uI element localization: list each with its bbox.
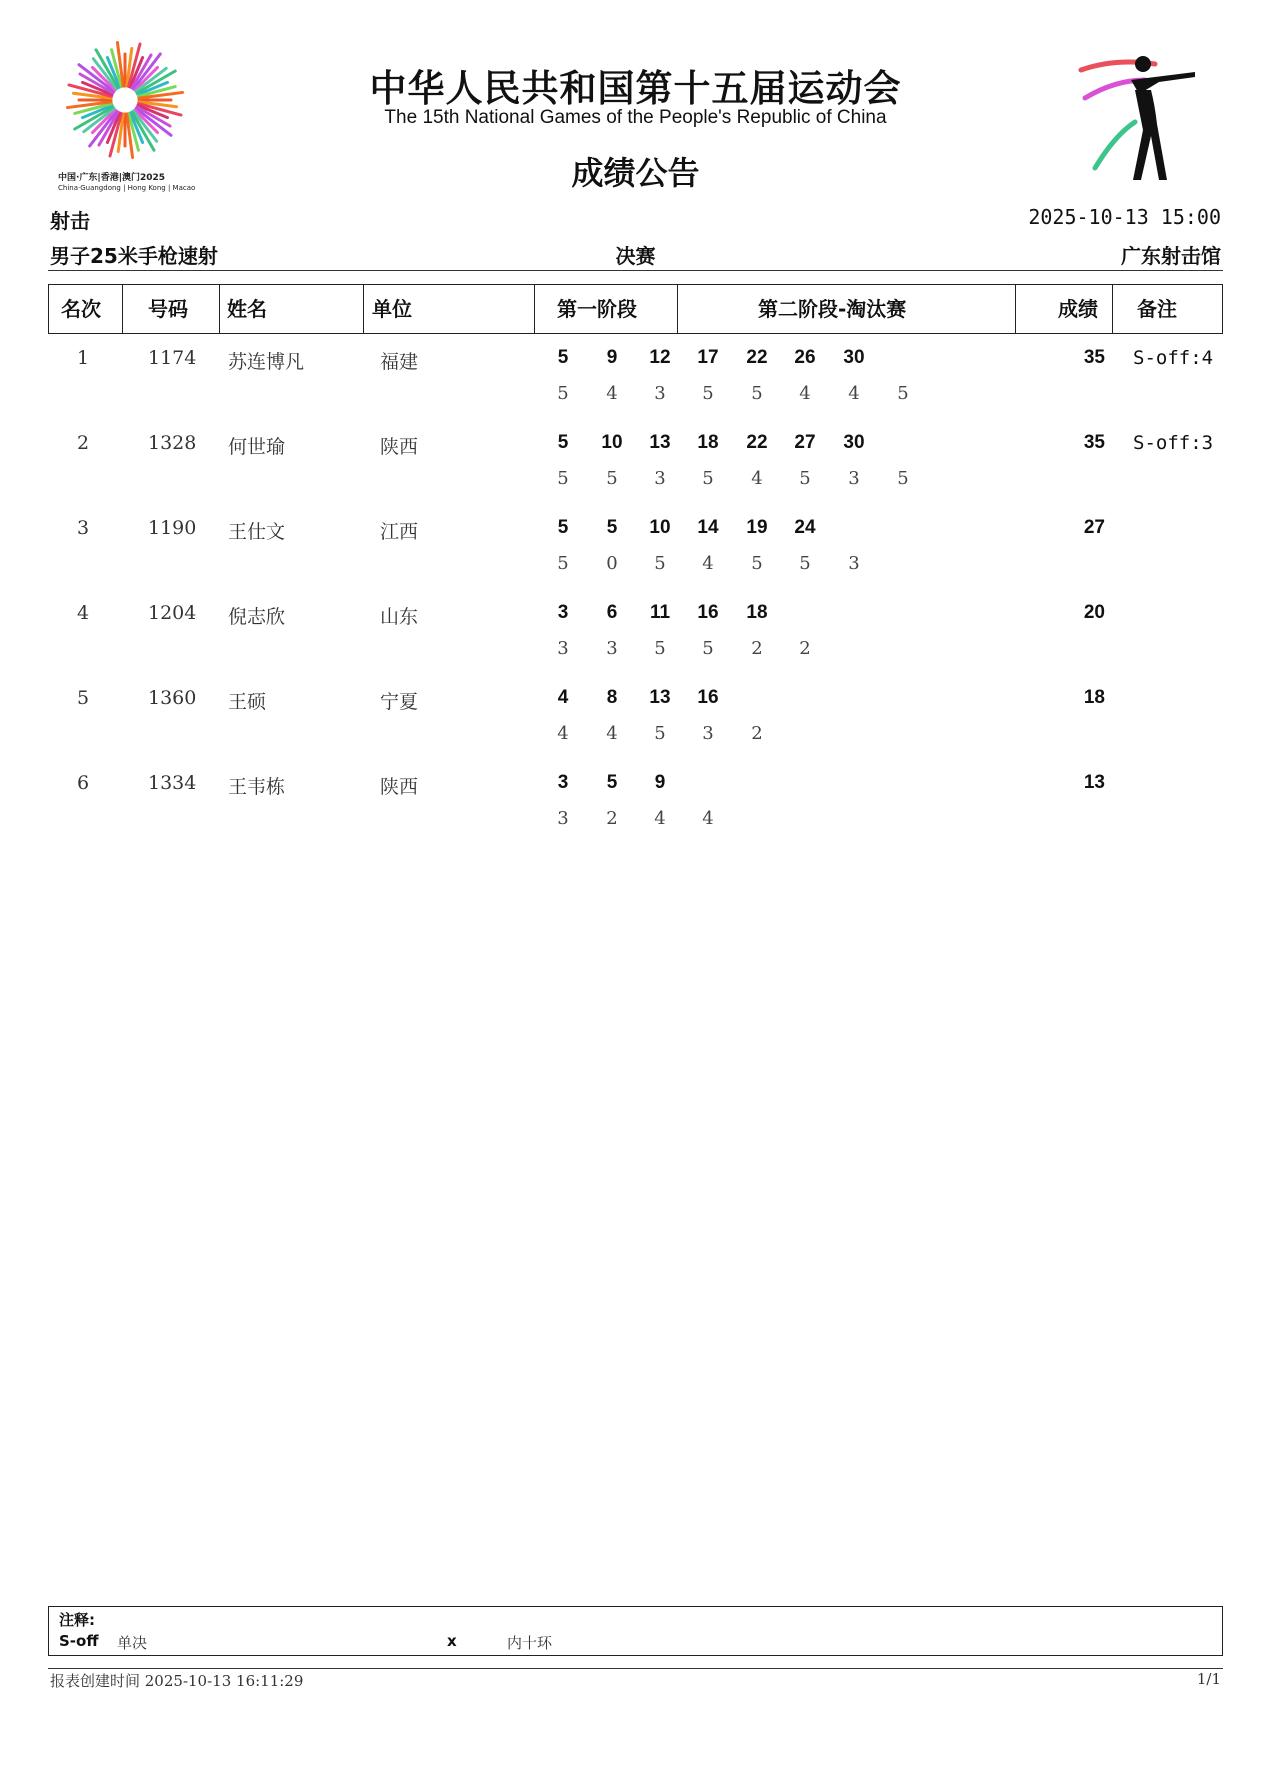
column-divider (219, 285, 220, 333)
series-score: 4 (654, 808, 666, 829)
logo-caption: 中国·广东|香港|澳门2025 (58, 173, 166, 183)
cumulative-score: 5 (557, 517, 569, 538)
cumulative-score: 12 (649, 347, 671, 368)
series-score: 5 (654, 723, 666, 744)
series-score: 5 (799, 553, 811, 574)
event-name: 男子25米手枪速射 (50, 244, 218, 268)
col-unit-header: 单位 (372, 297, 412, 321)
cumulative-score: 16 (697, 602, 719, 623)
cumulative-score: 9 (654, 772, 666, 793)
column-divider (1112, 285, 1113, 333)
series-score: 3 (606, 638, 618, 659)
notes-title: 注释: (59, 1611, 95, 1629)
bib-cell: 1190 (148, 517, 197, 539)
series-score: 4 (799, 383, 811, 404)
rank-cell: 1 (76, 347, 90, 369)
games-title-english: The 15th National Games of the People's Republic of China (384, 107, 887, 128)
event-datetime: 2025-10-13 15:00 (1028, 205, 1221, 229)
cumulative-score: 5 (606, 772, 618, 793)
report-created-time: 报表创建时间 2025-10-13 16:11:29 (50, 1672, 304, 1690)
column-divider (534, 285, 535, 333)
total-score-cell: 18 (1083, 687, 1105, 708)
cumulative-score: 24 (794, 517, 816, 538)
cumulative-score: 4 (557, 687, 569, 708)
column-divider (1015, 285, 1016, 333)
bib-cell: 1174 (148, 347, 197, 369)
athlete-name-cell: 何世瑜 (228, 436, 286, 458)
games-title-chinese: 中华人民共和国第十五届运动会 (369, 67, 902, 110)
column-divider (363, 285, 364, 333)
series-score: 3 (848, 553, 860, 574)
rank-cell: 3 (76, 517, 90, 539)
total-score-cell: 13 (1083, 772, 1105, 793)
footer-divider (48, 1668, 1223, 1669)
series-score: 5 (557, 468, 569, 489)
series-score: 4 (848, 383, 860, 404)
series-score: 5 (897, 468, 909, 489)
series-score: 2 (751, 638, 763, 659)
note-key: x (447, 1632, 457, 1650)
cumulative-score: 30 (843, 347, 865, 368)
col-remark-header: 备注 (1137, 297, 1177, 321)
total-score-cell: 35 (1083, 432, 1105, 453)
series-score: 3 (654, 468, 666, 489)
col-rank-header: 名次 (61, 297, 101, 321)
series-score: 5 (654, 638, 666, 659)
athlete-name-cell: 王硕 (228, 691, 267, 713)
athlete-name-cell: 王仕文 (228, 521, 286, 543)
series-score: 5 (799, 468, 811, 489)
series-score: 3 (702, 723, 714, 744)
cumulative-score: 16 (697, 687, 719, 708)
shooting-pictogram-icon (1075, 50, 1225, 190)
bib-cell: 1334 (148, 772, 197, 794)
bib-cell: 1204 (148, 602, 197, 624)
unit-cell: 陕西 (380, 436, 419, 458)
header-divider (48, 270, 1223, 271)
unit-cell: 福建 (380, 351, 419, 373)
series-score: 4 (606, 723, 618, 744)
cumulative-score: 14 (697, 517, 719, 538)
unit-cell: 陕西 (380, 776, 419, 798)
cumulative-score: 6 (606, 602, 618, 623)
series-score: 4 (606, 383, 618, 404)
total-score-cell: 27 (1083, 517, 1105, 538)
cumulative-score: 26 (794, 347, 816, 368)
col-bib-header: 号码 (148, 297, 188, 321)
sport-label: 射击 (50, 209, 90, 233)
cumulative-score: 22 (746, 347, 768, 368)
cumulative-score: 10 (601, 432, 623, 453)
series-score: 5 (702, 468, 714, 489)
report-title: 成绩公告 (571, 154, 700, 192)
unit-cell: 山东 (380, 606, 419, 628)
series-score: 5 (702, 383, 714, 404)
unit-cell: 江西 (380, 521, 419, 543)
phase-label: 决赛 (615, 244, 656, 268)
cumulative-score: 10 (649, 517, 671, 538)
rank-cell: 6 (76, 772, 90, 794)
cumulative-score: 19 (746, 517, 768, 538)
col-name-header: 姓名 (227, 297, 267, 321)
rank-cell: 4 (76, 602, 90, 624)
rank-cell: 2 (76, 432, 90, 454)
series-score: 5 (557, 553, 569, 574)
series-score: 0 (606, 553, 618, 574)
cumulative-score: 17 (697, 347, 719, 368)
note-value: 单决 (117, 1634, 148, 1652)
notes-box (48, 1606, 1223, 1656)
cumulative-score: 3 (557, 602, 569, 623)
athlete-name-cell: 王韦栋 (228, 776, 286, 798)
cumulative-score: 5 (557, 347, 569, 368)
note-key: S-off (59, 1632, 99, 1650)
series-score: 2 (751, 723, 763, 744)
cumulative-score: 13 (649, 432, 671, 453)
col-score-header: 成绩 (1058, 297, 1098, 321)
series-score: 3 (557, 808, 569, 829)
cumulative-score: 18 (746, 602, 768, 623)
series-score: 4 (702, 553, 714, 574)
page-number: 1/1 (1196, 1670, 1221, 1688)
cumulative-score: 11 (649, 602, 671, 623)
bib-cell: 1360 (148, 687, 197, 709)
column-divider (122, 285, 123, 333)
cumulative-score: 8 (606, 687, 618, 708)
series-score: 4 (702, 808, 714, 829)
cumulative-score: 3 (557, 772, 569, 793)
bib-cell: 1328 (148, 432, 197, 454)
cumulative-score: 30 (843, 432, 865, 453)
series-score: 5 (606, 468, 618, 489)
series-score: 2 (606, 808, 618, 829)
cumulative-score: 5 (606, 517, 618, 538)
cumulative-score: 5 (557, 432, 569, 453)
logo-caption-english: China·Guangdong | Hong Kong | Macao (58, 184, 196, 192)
venue-label: 广东射击馆 (1121, 244, 1221, 268)
athlete-name-cell: 苏连博凡 (228, 351, 305, 373)
series-score: 3 (848, 468, 860, 489)
col-stage2-header: 第二阶段-淘汰赛 (758, 297, 907, 321)
series-score: 5 (897, 383, 909, 404)
series-score: 4 (557, 723, 569, 744)
total-score-cell: 35 (1083, 347, 1105, 368)
cumulative-score: 9 (606, 347, 618, 368)
series-score: 5 (557, 383, 569, 404)
series-score: 5 (702, 638, 714, 659)
unit-cell: 宁夏 (380, 691, 419, 713)
series-score: 5 (654, 553, 666, 574)
remark-cell: S-off:3 (1133, 432, 1214, 454)
cumulative-score: 27 (794, 432, 816, 453)
series-score: 5 (751, 383, 763, 404)
total-score-cell: 20 (1083, 602, 1105, 623)
column-divider (677, 285, 678, 333)
athlete-name-cell: 倪志欣 (228, 606, 286, 628)
remark-cell: S-off:4 (1133, 347, 1214, 369)
series-score: 3 (654, 383, 666, 404)
cumulative-score: 13 (649, 687, 671, 708)
series-score: 3 (557, 638, 569, 659)
cumulative-score: 22 (746, 432, 768, 453)
col-stage1-header: 第一阶段 (557, 297, 637, 321)
series-score: 2 (799, 638, 811, 659)
cumulative-score: 18 (697, 432, 719, 453)
note-value: 内十环 (507, 1634, 553, 1652)
series-score: 4 (751, 468, 763, 489)
results-table-header (48, 284, 1223, 334)
series-score: 5 (751, 553, 763, 574)
rank-cell: 5 (76, 687, 90, 709)
